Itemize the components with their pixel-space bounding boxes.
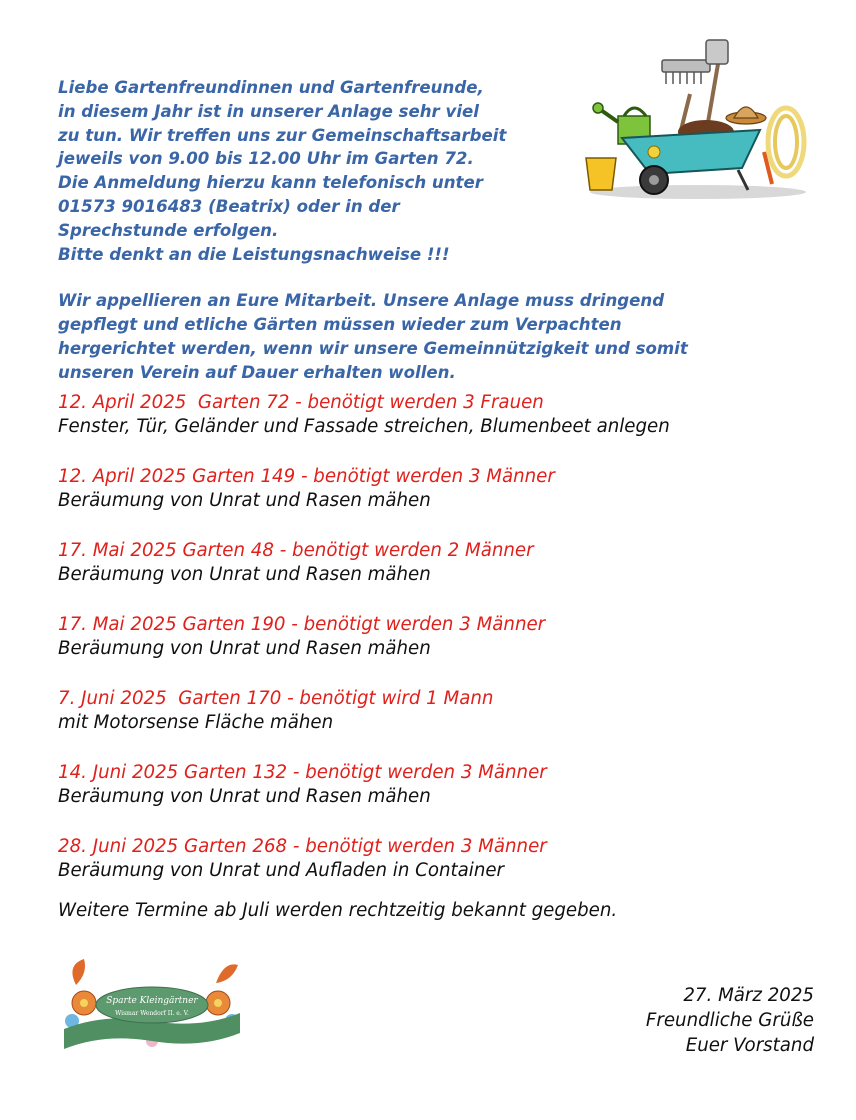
wheelbarrow-tub <box>622 130 760 174</box>
rake-tines <box>666 72 701 84</box>
intro-line: Sprechstunde erfolgen. <box>58 220 279 240</box>
event-item <box>58 465 838 539</box>
leaf-icon <box>216 964 238 983</box>
event-task: Fenster, Tür, Geländer und Fassade streichen, Blumenbeet anlegen <box>58 416 670 437</box>
intro-line: zu tun. Wir treffen uns zur Gemeinschaftsarbeit <box>58 125 507 145</box>
event-task: Beräumung von Unrat und Rasen mähen <box>58 638 431 659</box>
event-header: 17. Mai 2025 Garten 190 - benötigt werden 3 Männer <box>58 614 546 635</box>
logo-subtitle: Wismar Wendorf II. e. V. <box>115 1010 189 1017</box>
intro-line: 01573 9016483 (Beatrix) oder in der <box>58 196 400 216</box>
wheel-hub <box>649 175 659 185</box>
flower-icon <box>648 146 660 158</box>
garden-tools-illustration <box>578 34 814 204</box>
intro-line: Die Anmeldung hierzu kann telefonisch unter <box>58 173 483 193</box>
signature-block <box>646 983 814 1058</box>
event-task: Beräumung von Unrat und Rasen mähen <box>58 786 431 807</box>
event-task: Beräumung von Unrat und Rasen mähen <box>58 490 431 511</box>
event-item <box>58 613 838 687</box>
event-task: Beräumung von Unrat und Aufladen in Container <box>58 860 505 881</box>
shadow-shape <box>590 185 806 199</box>
event-header: 12. April 2025 Garten 72 - benötigt werden 3 Frauen <box>58 392 544 413</box>
logo-title: Sparte Kleingärtner <box>106 996 198 1006</box>
event-header: 7. Juni 2025 Garten 170 - benötigt wird 1 Mann <box>58 688 494 709</box>
signature-greeting: Freundliche Grüße <box>645 1010 814 1031</box>
events-list <box>58 391 838 909</box>
leaf-icon <box>72 959 85 985</box>
signature-date: 27. März 2025 <box>683 985 814 1006</box>
hat-crown <box>734 107 758 118</box>
flower-center <box>214 999 222 1007</box>
event-item <box>58 539 838 613</box>
intro-line: Bitte denkt an die Leistungsnachweise !!! <box>58 244 450 264</box>
signature-sender: Euer Vorstand <box>685 1035 814 1056</box>
intro-line: in diesem Jahr ist in unserer Anlage sehr viel <box>58 101 479 121</box>
event-header: 17. Mai 2025 Garten 48 - benötigt werden 2 Männer <box>58 540 534 561</box>
event-header: 12. April 2025 Garten 149 - benötigt werden 3 Männer <box>58 466 555 487</box>
appeal-line: Wir appellieren an Eure Mitarbeit. Unsere Anlage muss dringend <box>58 291 665 311</box>
event-header: 28. Juni 2025 Garten 268 - benötigt werden 3 Männer <box>58 836 547 857</box>
hose-coil-inner <box>775 116 797 168</box>
appeal-paragraph <box>58 289 778 384</box>
event-item <box>58 687 838 761</box>
intro-line: jeweils von 9.00 bis 12.00 Uhr im Garten 72. <box>58 149 474 169</box>
appeal-line: hergerichtet werden, wenn wir unsere Gemeinnützigkeit und somit <box>58 338 688 358</box>
event-task: mit Motorsense Fläche mähen <box>58 712 334 733</box>
watering-can-handle <box>624 108 646 116</box>
watering-can-rose <box>593 103 603 113</box>
intro-line: Liebe Gartenfreundinnen und Gartenfreunde, <box>58 78 484 97</box>
appeal-line: gepflegt und etliche Gärten müssen wieder zum Verpachten <box>58 315 622 335</box>
shovel-blade <box>706 40 728 64</box>
closing-note: Weitere Termine ab Juli werden rechtzeitig bekannt gegeben. <box>58 900 618 921</box>
flower-center <box>80 999 88 1007</box>
event-header: 14. Juni 2025 Garten 132 - benötigt werden 3 Männer <box>58 762 547 783</box>
bucket <box>586 158 616 190</box>
event-item <box>58 761 838 835</box>
event-task: Beräumung von Unrat und Rasen mähen <box>58 564 431 585</box>
appeal-line: unseren Verein auf Dauer erhalten wollen. <box>58 362 456 382</box>
event-item <box>58 835 838 909</box>
club-logo <box>56 955 248 1055</box>
rake-head <box>662 60 710 72</box>
event-item <box>58 391 838 465</box>
